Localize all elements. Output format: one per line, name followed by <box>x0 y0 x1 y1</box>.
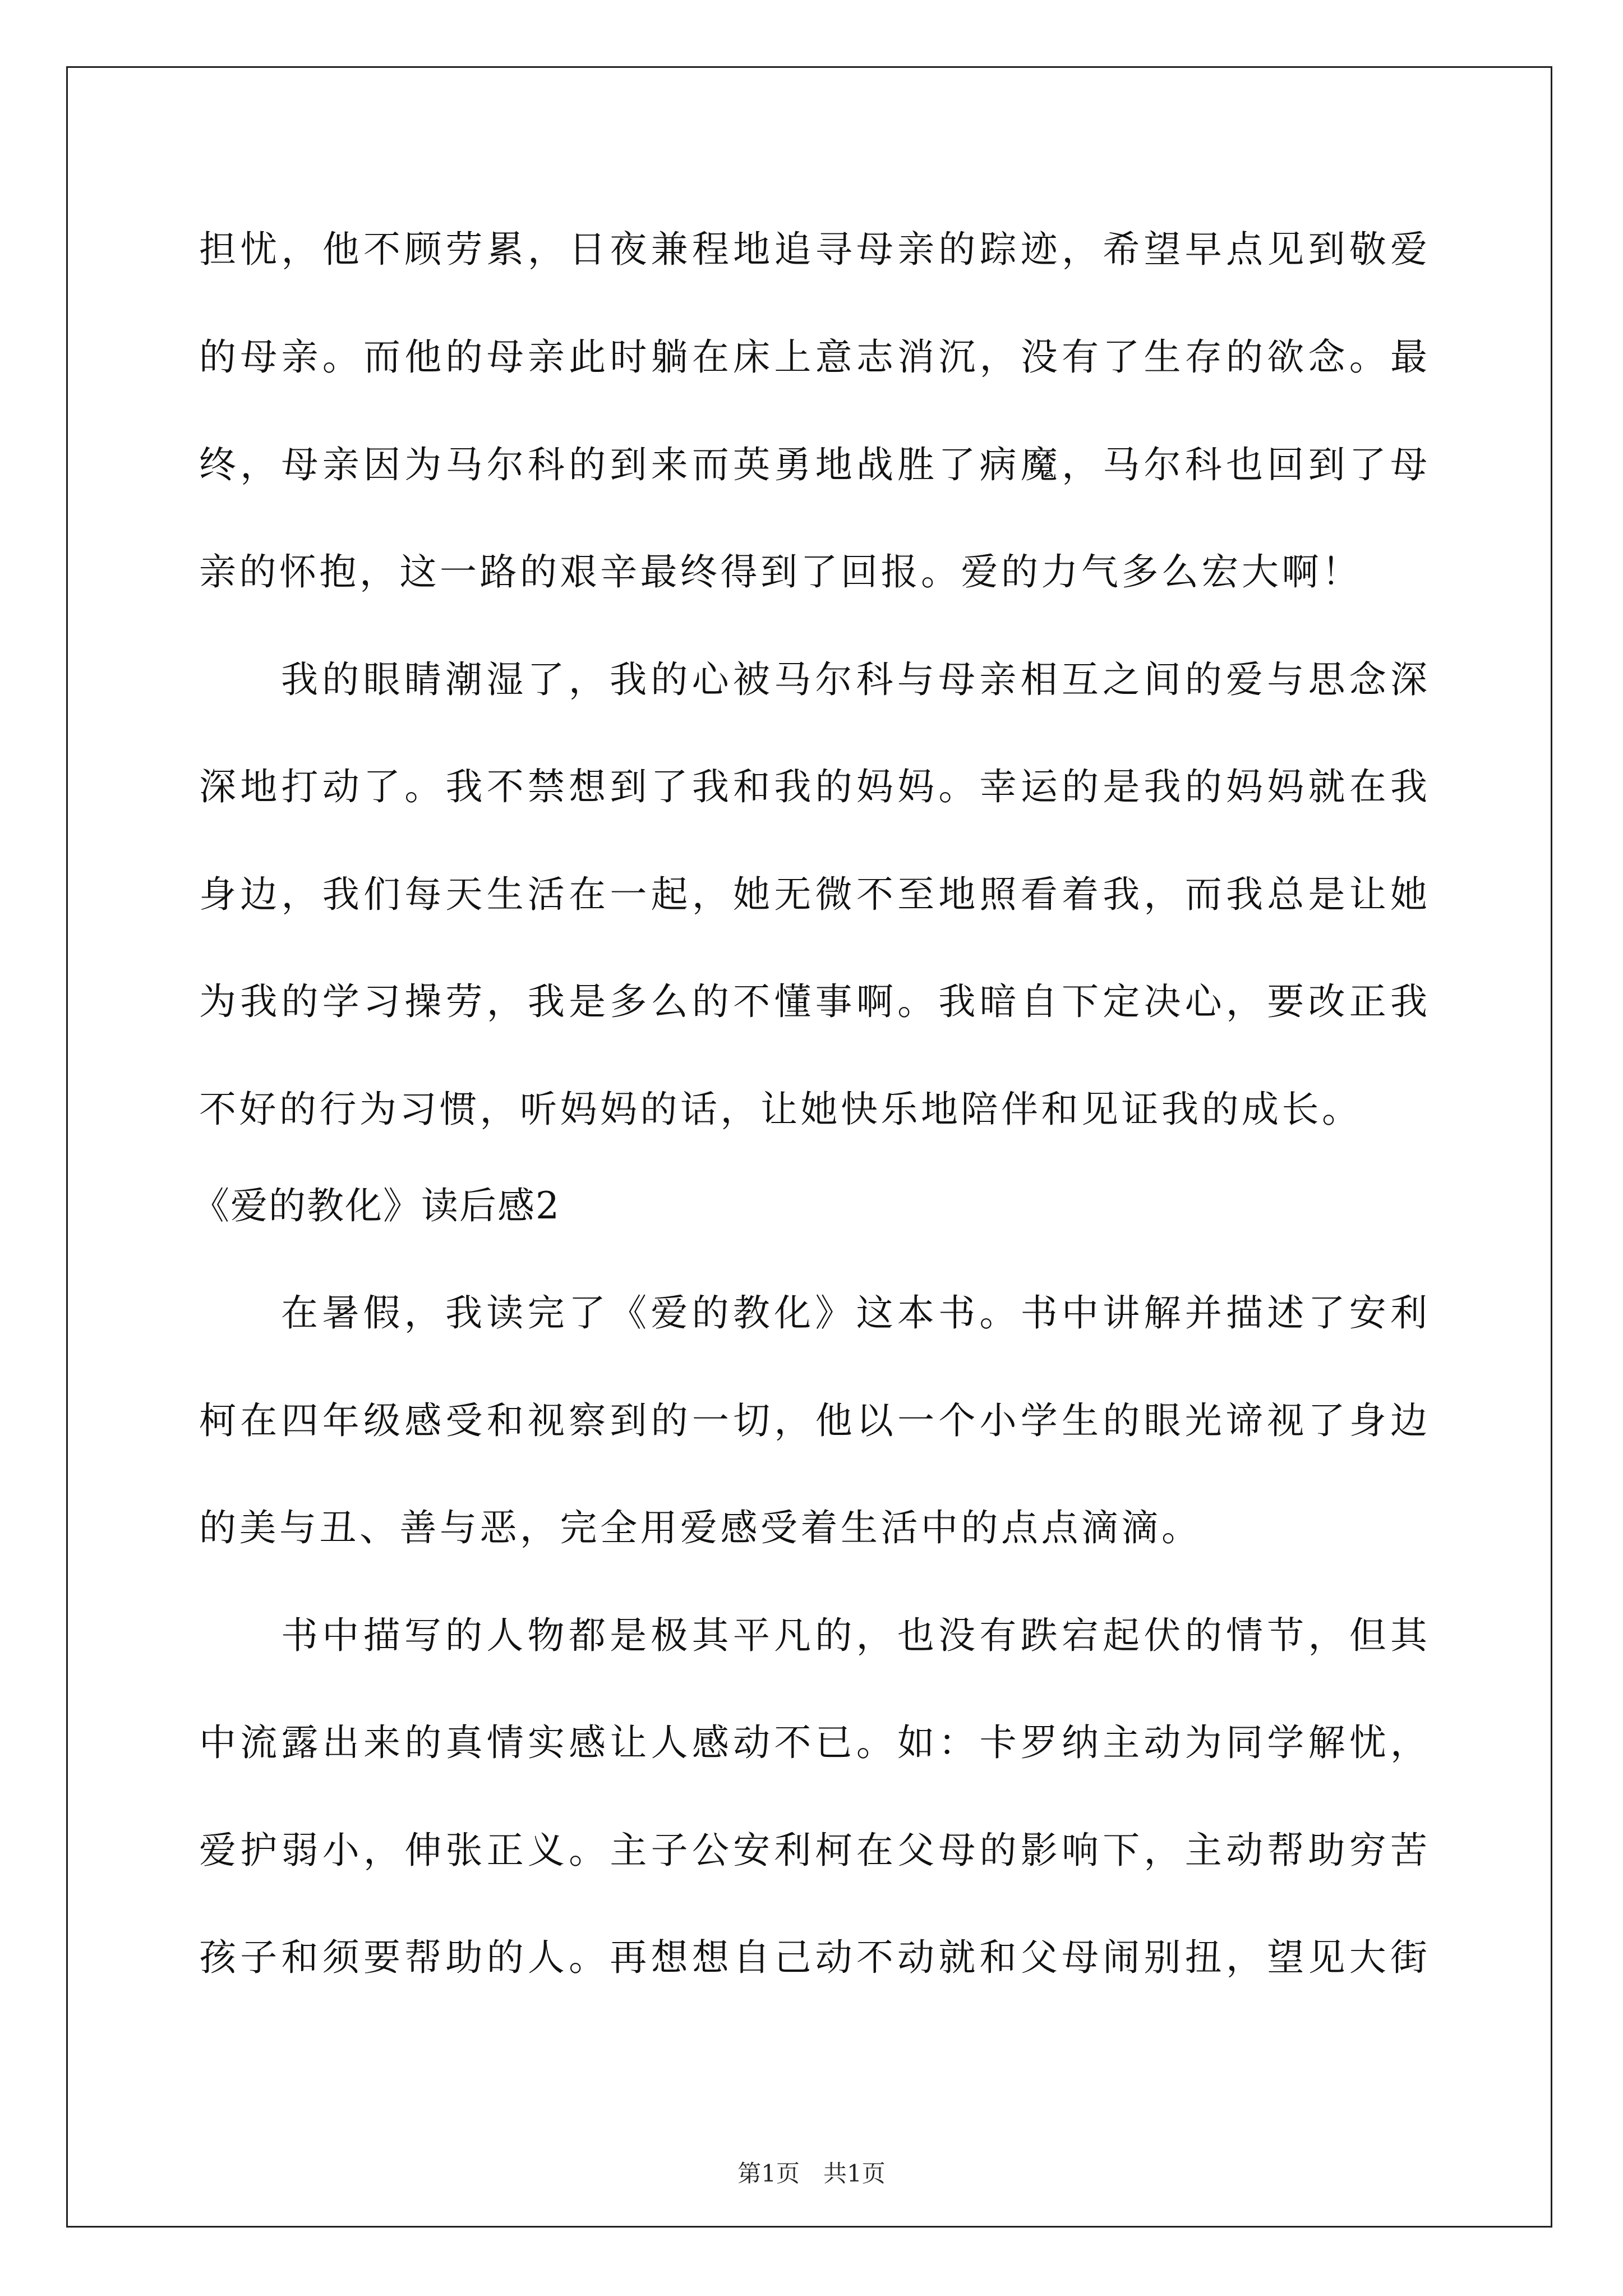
text-line-6: 深地打动了。我不禁想到了我和我的妈妈。幸运的是我的妈妈就在我 <box>199 765 1427 808</box>
text-line-16: 爱护弱小，伸张正义。主子公安利柯在父母的影响下，主动帮助穷苦 <box>199 1829 1427 1872</box>
section-heading: 《爱的教化》读后感2 <box>192 1184 560 1227</box>
text-line-11: 在暑假，我读完了《爱的教化》这本书。书中讲解并描述了安利 <box>281 1291 1427 1335</box>
text-line-8: 为我的学习操劳，我是多么的不懂事啊。我暗自下定决心，要改正我 <box>199 980 1427 1023</box>
text-line-17: 孩子和须要帮助的人。再想想自己动不动就和父母闹别扭，望见大街 <box>199 1936 1427 1979</box>
page-number-footer: 第1页 共1页 <box>737 2160 886 2187</box>
text-line-4: 亲的怀抱，这一路的艰辛最终得到了回报。爱的力气多么宏大啊！ <box>199 550 1362 593</box>
text-line-3: 终，母亲因为马尔科的到来而英勇地战胜了病魔，马尔科也回到了母 <box>199 443 1427 486</box>
text-line-13: 的美与丑、善与恶，完全用爱感受着生活中的点点滴滴。 <box>199 1506 1202 1549</box>
text-line-2: 的母亲。而他的母亲此时躺在床上意志消沉，没有了生存的欲念。最 <box>199 335 1427 379</box>
text-line-9: 不好的行为习惯，听妈妈的话，让她快乐地陪伴和见证我的成长。 <box>199 1088 1362 1131</box>
text-line-12: 柯在四年级感受和视察到的一切，他以一个小学生的眼光谛视了身边 <box>199 1399 1427 1442</box>
page-border <box>66 66 1552 2228</box>
text-line-5: 我的眼睛潮湿了，我的心被马尔科与母亲相互之间的爱与思念深 <box>281 658 1427 701</box>
text-line-1: 担忧，他不顾劳累，日夜兼程地追寻母亲的踪迹，希望早点见到敬爱 <box>199 228 1427 271</box>
text-line-15: 中流露出来的真情实感让人感动不已。如：卡罗纳主动为同学解忧， <box>199 1721 1427 1764</box>
text-line-14: 书中描写的人物都是极其平凡的，也没有跌宕起伏的情节，但其 <box>281 1614 1427 1657</box>
text-line-7: 身边，我们每天生活在一起，她无微不至地照看着我，而我总是让她 <box>199 873 1427 916</box>
